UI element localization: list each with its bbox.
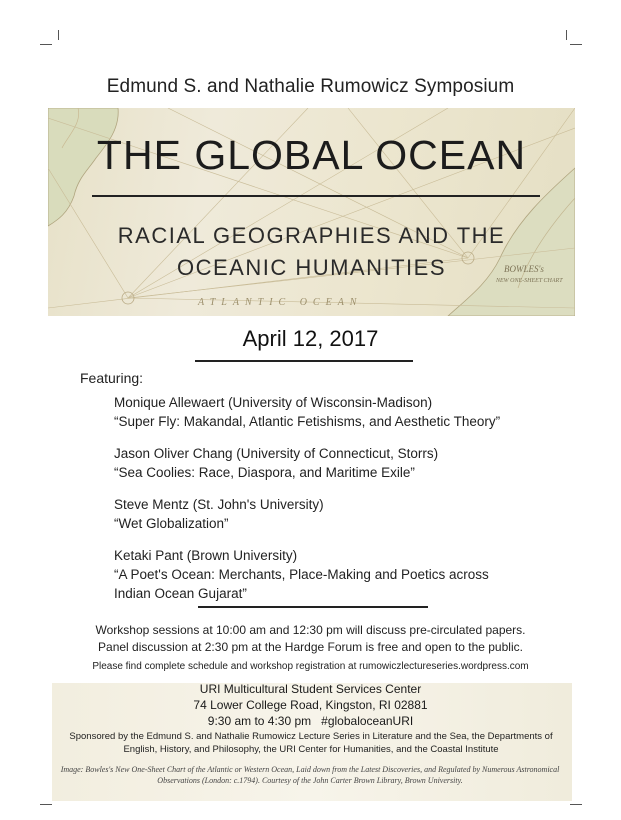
speaker-item: [114, 546, 594, 603]
map-label-bowles: BOWLES's: [504, 264, 544, 274]
event-subtitle: [48, 220, 575, 284]
credit-line-1: Image: Bowles's New One-Sheet Chart of the Atlantic or Western Ocean, Laid down from the Latest Discoveries, and Regulated by Numerous Astronomical: [60, 765, 560, 774]
talk-title: “Wet Globalization”: [114, 516, 229, 531]
sponsor-line-2: English, History, and Philosophy, the URI Center for Humanities, and the Coastal Institute: [123, 744, 499, 755]
event-date: April 12, 2017: [242, 326, 379, 351]
venue-block: [0, 681, 621, 729]
speaker-name: Ketaki Pant (Brown University): [114, 548, 298, 563]
subtitle-line-2: OCEANIC HUMANITIES: [176, 255, 447, 280]
image-credit: [60, 764, 560, 786]
talk-title: “Sea Coolies: Race, Diaspora, and Maritime Exile”: [114, 465, 415, 480]
workshop-info: Workshop sessions at 10:00 am and 12:30 pm will discuss pre-circulated papers.: [95, 623, 526, 637]
speaker-item: [114, 444, 594, 482]
crop-mark-bottom-right: [570, 804, 582, 805]
map-label-chart: NEW ONE-SHEET CHART: [496, 278, 563, 284]
credit-line-2: Observations (London: c.1794). Courtesy of the John Carter Brown Library, Brown University.: [157, 776, 463, 785]
speaker-list: [114, 393, 594, 616]
venue-address: 74 Lower College Road, Kingston, RI 02881: [193, 698, 428, 712]
crop-mark-top-right-v: [566, 30, 567, 40]
map-label-atlantic: ATLANTIC OCEAN: [198, 297, 363, 308]
talk-title-line-2: Indian Ocean Gujarat”: [114, 586, 247, 601]
speaker-item: [114, 495, 594, 533]
sponsor-line-1: Sponsored by the Edmund S. and Nathalie Rumowicz Lecture Series in Literature and the Sea, the Departments of: [69, 731, 553, 742]
banner-map: [48, 108, 575, 316]
date-divider: [195, 360, 413, 362]
talk-title: “Super Fly: Makandal, Atlantic Fetishisms, and Aesthetic Theory”: [114, 414, 501, 429]
crop-mark-top-left-v: [58, 30, 59, 40]
section-divider: [198, 606, 428, 608]
event-title: THE GLOBAL OCEAN: [96, 132, 527, 178]
venue-name: URI Multicultural Student Services Center: [199, 682, 422, 696]
speaker-name: Monique Allewaert (University of Wisconsin-Madison): [114, 395, 433, 410]
schedule-info: [0, 622, 621, 674]
crop-mark-top-left: [40, 44, 52, 45]
registration-info: Please find complete schedule and workshop registration at rumowiczlectureseries.wordpress.com: [92, 661, 529, 672]
speaker-item: [114, 393, 594, 431]
speaker-name: Jason Oliver Chang (University of Connecticut, Storrs): [114, 446, 439, 461]
featuring-label: Featuring:: [80, 370, 144, 386]
panel-info: Panel discussion at 2:30 pm at the Hardge Forum is free and open to the public.: [98, 640, 523, 654]
speaker-name: Steve Mentz (St. John's University): [114, 497, 324, 512]
subtitle-line-1: RACIAL GEOGRAPHIES AND THE: [117, 223, 506, 248]
sponsor-block: [56, 730, 566, 756]
title-divider: [92, 195, 540, 197]
crop-mark-top-right: [570, 44, 582, 45]
symposium-name: Edmund S. and Nathalie Rumowicz Symposium: [106, 76, 515, 97]
talk-title-line-1: “A Poet's Ocean: Merchants, Place-Making and Poetics across: [114, 567, 489, 582]
crop-mark-bottom-left: [40, 804, 52, 805]
venue-time-hashtag: 9:30 am to 4:30 pm #globaloceanURI: [207, 714, 414, 728]
